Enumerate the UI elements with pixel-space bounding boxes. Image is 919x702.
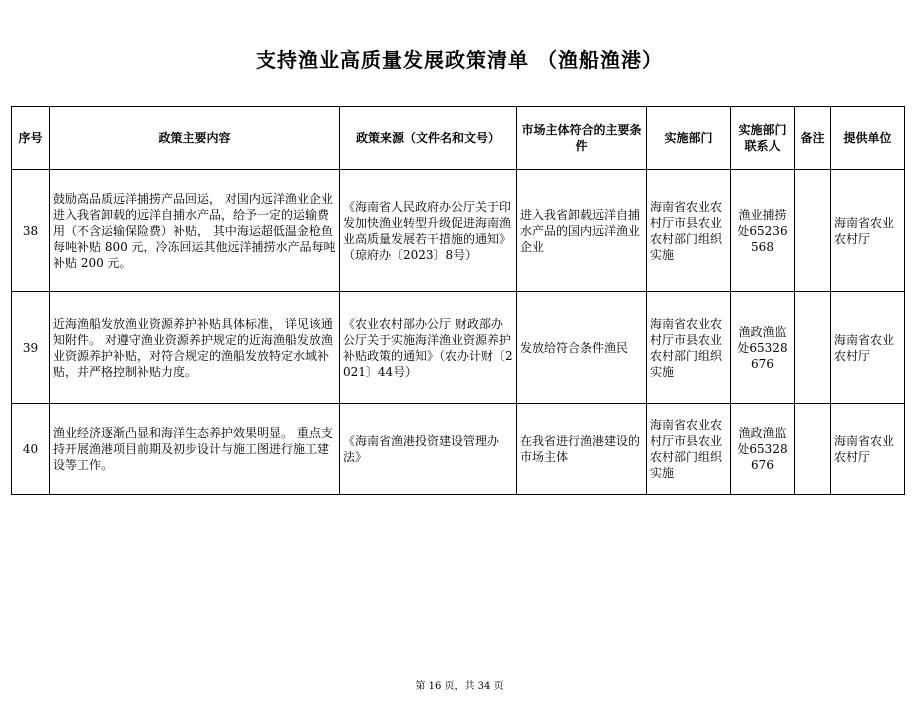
policy-source: 《农业农村部办公厅 财政部办公厅关于实施海洋渔业资源养护补贴政策的通知》（农办计财〔2021〕44号）	[340, 292, 517, 404]
dept-contact: 渔业捕捞处65236568	[731, 170, 795, 292]
header-provider: 提供单位	[831, 107, 905, 170]
header-contact: 实施部门联系人	[731, 107, 795, 170]
policy-source: 《海南省人民政府办公厅关于印发加快渔业转型升级促进海南渔业高质量发展若干措施的通知》（琼府办〔2023〕8号）	[340, 170, 517, 292]
header-dept: 实施部门	[647, 107, 731, 170]
implementing-dept: 海南省农业农村厅市县农业农村部门组织实施	[647, 170, 731, 292]
table-row	[12, 292, 905, 404]
dept-contact: 渔政渔监处65328676	[731, 404, 795, 495]
eligibility-condition: 在我省进行渔港建设的市场主体	[517, 404, 647, 495]
header-no: 序号	[12, 107, 50, 170]
header-condition: 市场主体符合的主要条件	[517, 107, 647, 170]
eligibility-condition: 进入我省卸载远洋自捕水产品的国内远洋渔业企业	[517, 170, 647, 292]
header-content: 政策主要内容	[50, 107, 340, 170]
policy-content: 渔业经济逐渐凸显和海洋生态养护效果明显。 重点支持开展渔港项目前期及初步设计与施工图进行施工建设等工作。	[50, 404, 340, 495]
table-row	[12, 404, 905, 495]
page-footer: 第 16 页，共 34 页	[415, 681, 504, 692]
implementing-dept: 海南省农业农村厅市县农业农村部门组织实施	[647, 292, 731, 404]
page-title: 支持渔业高质量发展政策清单 （渔船渔港）	[256, 48, 663, 72]
row-number: 40	[12, 404, 50, 495]
policy-table	[11, 106, 905, 495]
remark	[795, 292, 831, 404]
remark	[795, 170, 831, 292]
row-number: 38	[12, 170, 50, 292]
dept-contact: 渔政渔监处65328676	[731, 292, 795, 404]
header-source: 政策来源（文件名和文号）	[340, 107, 517, 170]
policy-source: 《海南省渔港投资建设管理办法》	[340, 404, 517, 495]
policy-content: 鼓励高品质远洋捕捞产品回运， 对国内远洋渔业企业进入我省卸载的远洋自捕水产品，给予一定的运输费用（不含运输保险费）补贴， 其中海运超低温金枪鱼每吨补贴 800 元，冷冻回运其他远洋捕捞水产品每吨补贴 200 元。	[50, 170, 340, 292]
remark	[795, 404, 831, 495]
header-remark: 备注	[795, 107, 831, 170]
table-row	[12, 170, 905, 292]
table-header-row	[12, 107, 905, 170]
row-number: 39	[12, 292, 50, 404]
implementing-dept: 海南省农业农村厅市县农业农村部门组织实施	[647, 404, 731, 495]
provider: 海南省农业农村厅	[831, 404, 905, 495]
provider: 海南省农业农村厅	[831, 170, 905, 292]
eligibility-condition: 发放给符合条件渔民	[517, 292, 647, 404]
provider: 海南省农业农村厅	[831, 292, 905, 404]
policy-content: 近海渔船发放渔业资源养护补贴具体标准， 详见该通知附件。 对遵守渔业资源养护规定的近海渔船发放渔业资源养护补贴，对符合规定的渔船发放特定水域补贴，并严格控制补贴力度。	[50, 292, 340, 404]
